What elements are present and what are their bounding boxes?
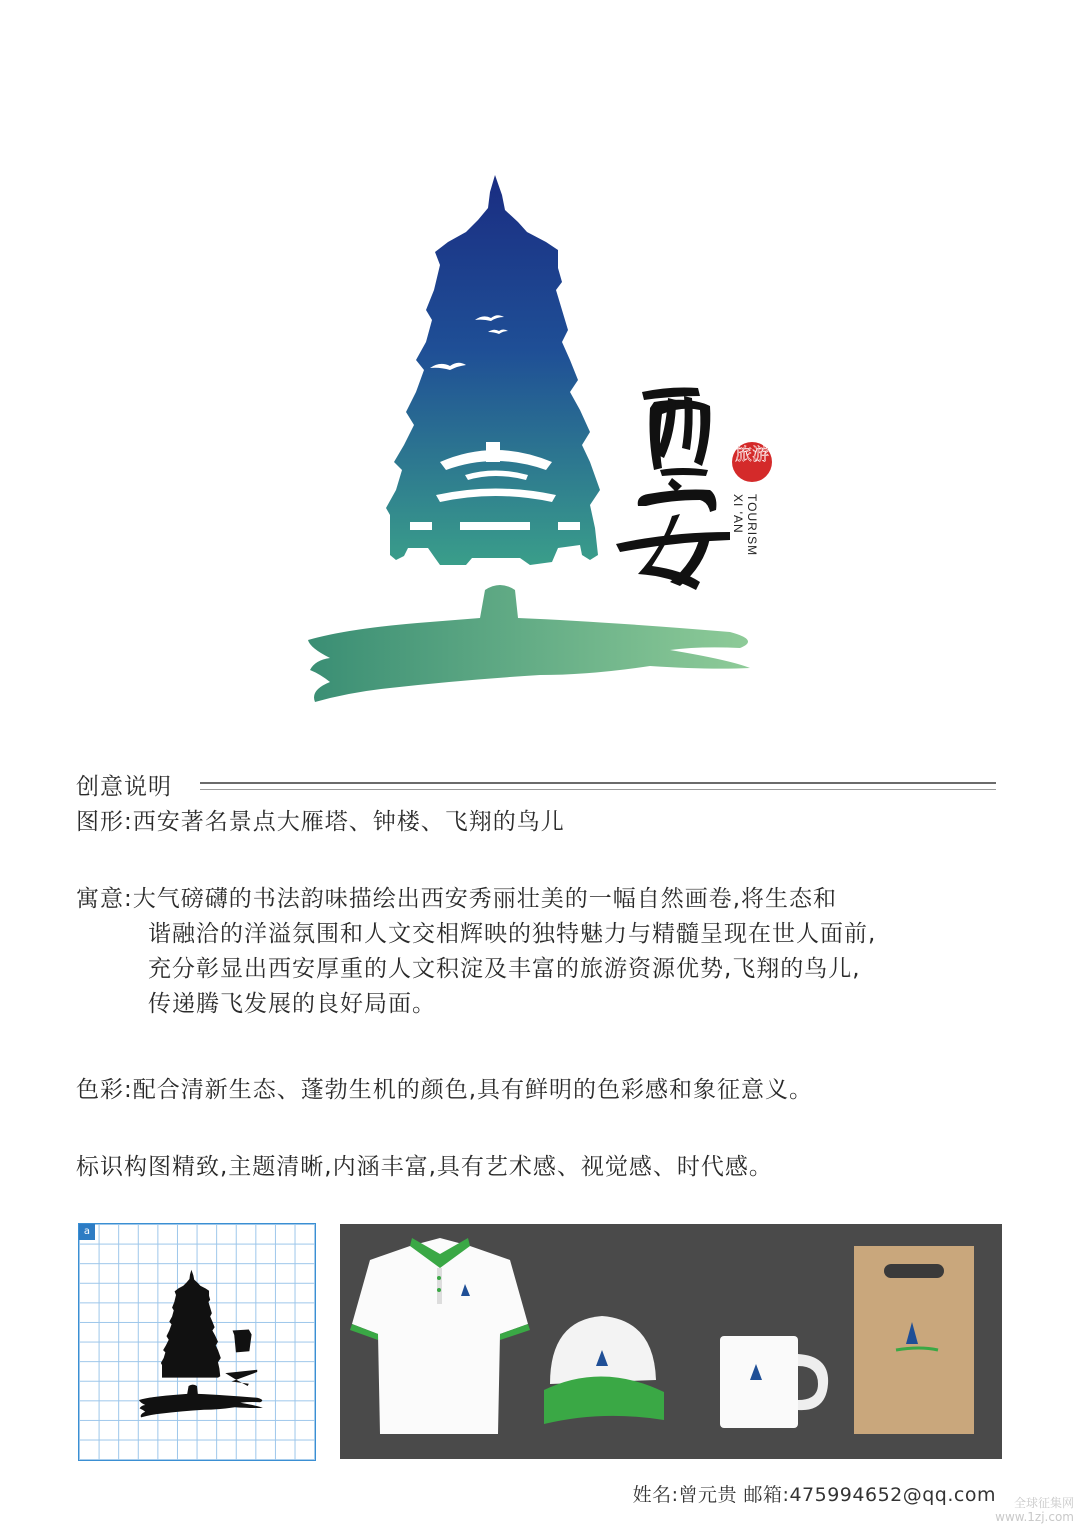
color-description: 色彩:配合清新生态、蓬勃生机的颜色,具有鲜明的色彩感和象征意义。 [76, 1077, 814, 1103]
summary-description: 标识构图精致,主题清晰,内涵丰富,具有艺术感、视觉感、时代感。 [76, 1154, 773, 1180]
watermark [995, 1496, 1074, 1524]
author-contact: 姓名:曾元贵 邮箱:475994652@qq.com [632, 1484, 996, 1506]
watermark-line-1: 全球征集网 [1013, 1496, 1074, 1510]
logo-black-silhouette [134, 1264, 274, 1424]
meaning-line-3: 充分彰显出西安厚重的人文积淀及丰富的旅游资源优势,飞翔的鸟儿, [148, 956, 861, 982]
section-heading: 创意说明 [76, 774, 172, 800]
english-tourism-text: TOURISM [745, 494, 759, 557]
cap-mockup [544, 1316, 664, 1424]
paper-bag-mockup [854, 1246, 974, 1434]
polo-shirt-mockup [350, 1238, 530, 1434]
pagoda-silhouette [386, 175, 600, 565]
logo-grid-panel [78, 1223, 316, 1461]
meaning-line-2: 谐融洽的洋溢氛围和人文交相辉映的独特魅力与精髓呈现在世人面前, [148, 921, 877, 947]
calligraphy-xian [616, 388, 730, 591]
shape-description: 图形:西安著名景点大雁塔、钟楼、飞翔的鸟儿 [76, 809, 565, 835]
watermark-line-2: www.1zj.com [995, 1510, 1074, 1524]
english-xian-text: XI 'AN [731, 494, 745, 534]
seal-text: 旅游 [735, 445, 769, 465]
heading-divider [200, 782, 996, 790]
merchandise-mockup-panel [340, 1224, 1002, 1459]
meaning-line-1: 寓意:大气磅礴的书法韵味描绘出西安秀丽壮美的一幅自然画卷,将生态和 [76, 886, 838, 912]
grid-label: a [79, 1224, 95, 1240]
mug-mockup [720, 1336, 828, 1428]
meaning-description [76, 882, 876, 1022]
brush-stroke-base [308, 585, 750, 702]
xian-tourism-logo [290, 170, 790, 710]
meaning-line-4: 传递腾飞发展的良好局面。 [148, 991, 436, 1017]
